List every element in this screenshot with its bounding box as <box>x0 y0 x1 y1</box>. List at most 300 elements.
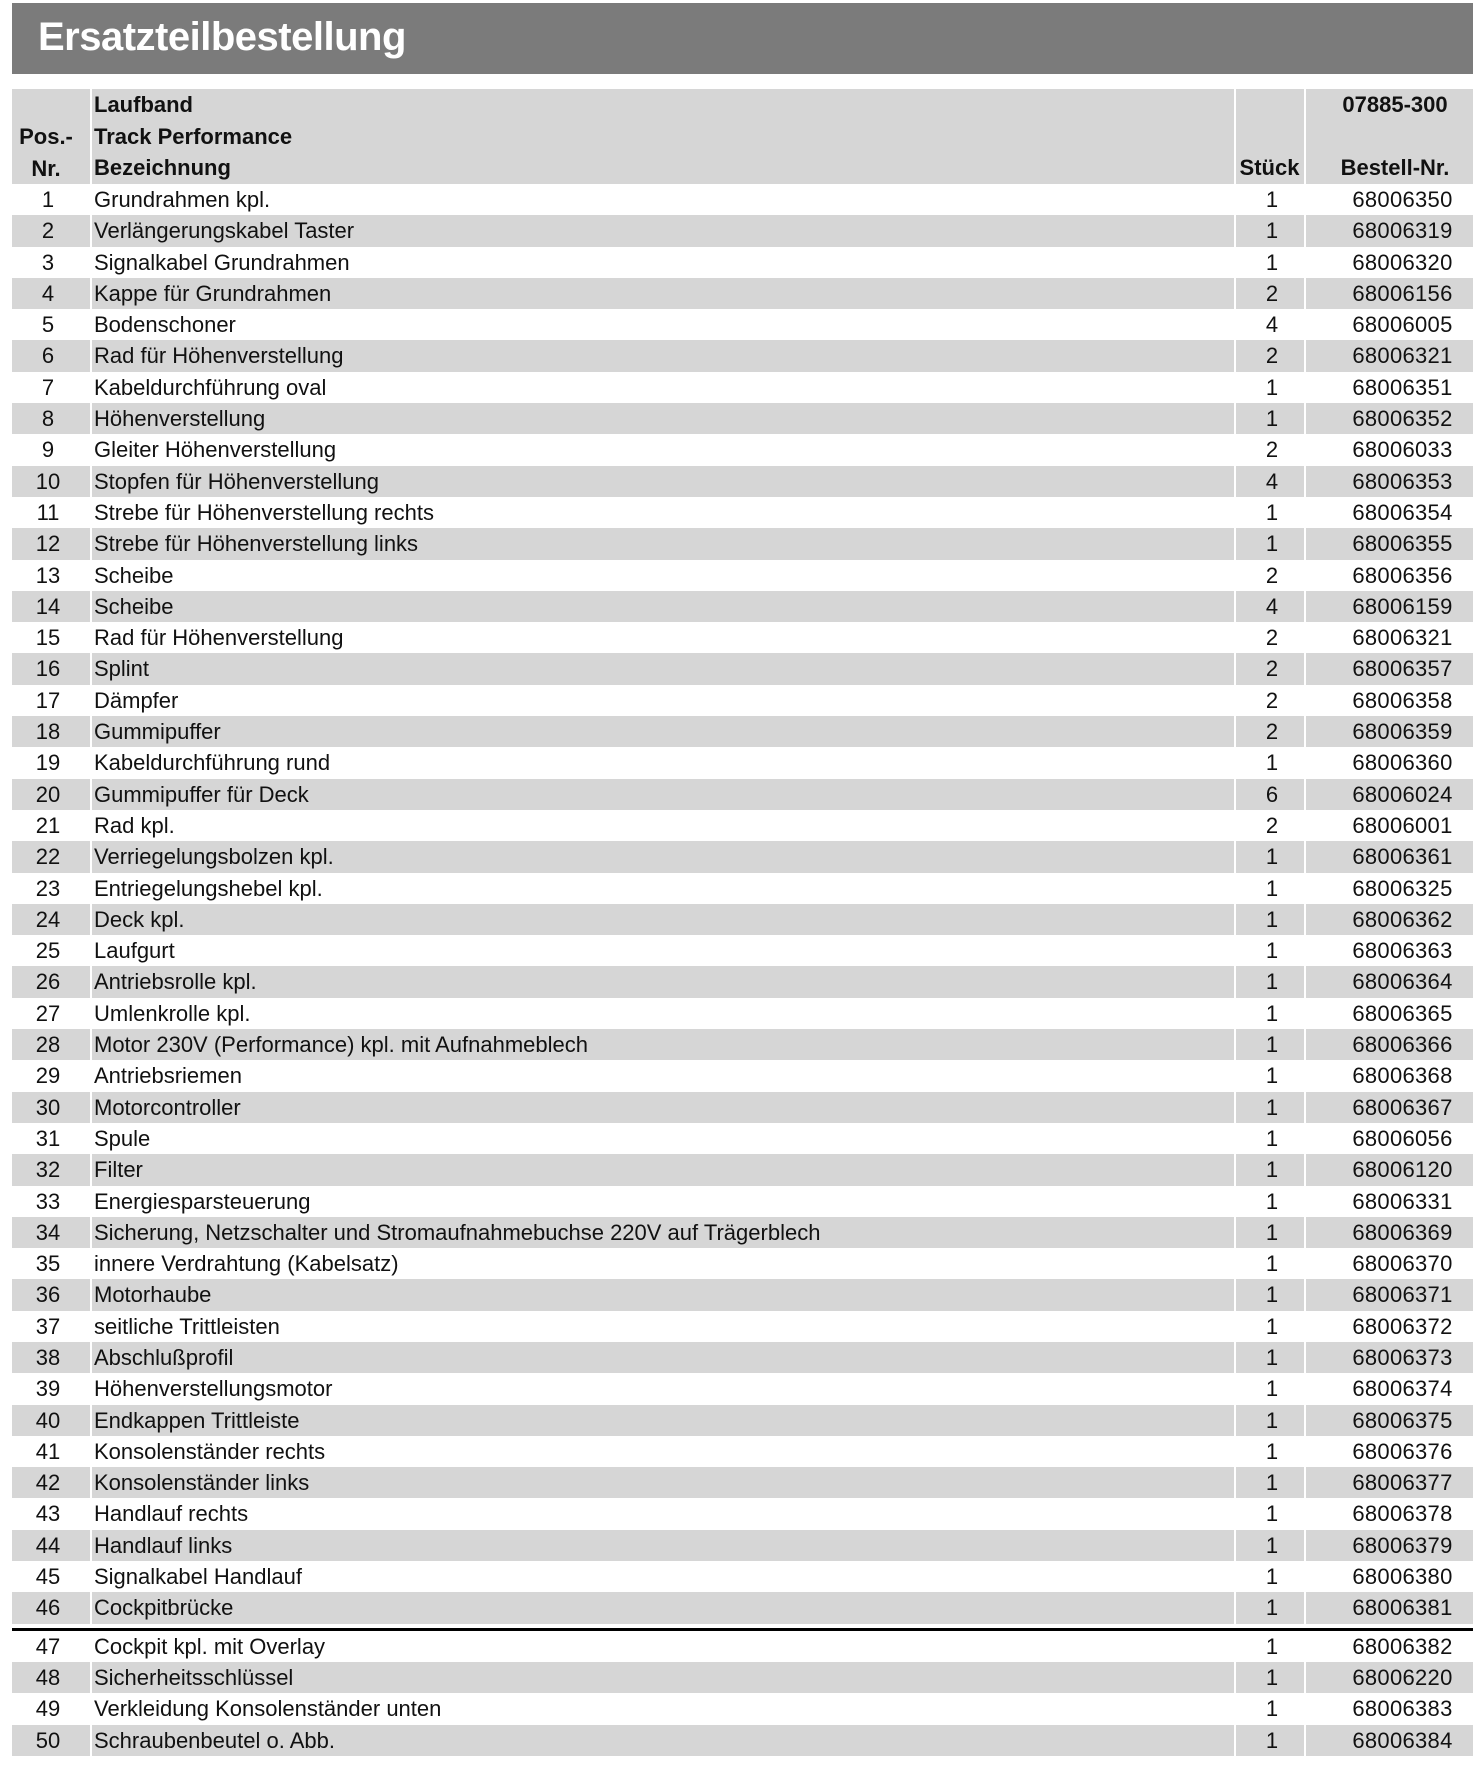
row-pos: 10 <box>35 468 61 494</box>
row-pos: 24 <box>35 906 61 932</box>
column-divider <box>90 434 92 465</box>
column-divider <box>90 309 92 340</box>
table-row <box>12 1029 1473 1060</box>
column-divider <box>90 653 92 684</box>
row-name: Filter <box>94 1157 143 1183</box>
column-divider <box>1234 372 1236 403</box>
row-order-number: 68006383 <box>1352 1696 1453 1722</box>
row-name: Motor 230V (Performance) kpl. mit Aufnahmeblech <box>94 1032 589 1058</box>
table-row <box>12 247 1473 278</box>
header-product-line-2: Track Performance <box>94 123 293 149</box>
row-pos: 17 <box>35 687 61 713</box>
table-row <box>12 1279 1473 1310</box>
row-order-number: 68006321 <box>1352 625 1453 651</box>
column-divider <box>90 591 92 622</box>
column-divider <box>90 1154 92 1185</box>
row-order-number: 68006357 <box>1352 656 1453 682</box>
row-pos: 5 <box>41 312 55 338</box>
row-qty: 1 <box>1265 1063 1279 1089</box>
row-qty: 1 <box>1265 1251 1279 1277</box>
row-pos: 15 <box>35 625 61 651</box>
row-qty: 1 <box>1265 374 1279 400</box>
row-order-number: 68006363 <box>1352 938 1453 964</box>
row-pos: 3 <box>41 249 55 275</box>
column-divider <box>90 89 92 184</box>
column-divider <box>1234 1342 1236 1373</box>
column-divider <box>1234 1123 1236 1154</box>
row-name: Deck kpl. <box>94 906 185 932</box>
column-divider <box>90 1342 92 1373</box>
table-row <box>12 1373 1473 1404</box>
row-pos: 18 <box>35 719 61 745</box>
row-pos: 44 <box>35 1532 61 1558</box>
row-qty: 1 <box>1265 1032 1279 1058</box>
row-name: Umlenkrolle kpl. <box>94 1000 251 1026</box>
column-divider <box>1234 434 1236 465</box>
column-divider <box>90 1311 92 1342</box>
column-divider <box>1234 403 1236 434</box>
row-order-number: 68006356 <box>1352 562 1453 588</box>
row-order-number: 68006350 <box>1352 187 1453 212</box>
column-divider <box>1234 1498 1236 1529</box>
column-divider <box>1234 1060 1236 1091</box>
column-divider <box>90 904 92 935</box>
header-pos-line-2: Nr. <box>31 155 61 181</box>
table-row <box>12 1662 1473 1693</box>
row-order-number: 68006056 <box>1352 1125 1453 1151</box>
column-divider <box>1234 1092 1236 1123</box>
column-divider <box>90 466 92 497</box>
row-pos: 27 <box>35 1000 61 1026</box>
column-divider <box>1234 810 1236 841</box>
row-order-number: 68006373 <box>1352 1344 1453 1370</box>
column-divider <box>1234 1436 1236 1467</box>
row-name: Handlauf links <box>94 1532 233 1558</box>
column-divider <box>1234 1662 1236 1693</box>
column-divider <box>90 873 92 904</box>
row-name: Konsolenständer rechts <box>94 1438 326 1464</box>
row-qty: 1 <box>1265 1157 1279 1183</box>
row-qty: 1 <box>1265 1313 1279 1339</box>
table-row <box>12 904 1473 935</box>
table-row <box>12 935 1473 966</box>
row-name: seitliche Trittleisten <box>94 1313 280 1339</box>
column-divider <box>1234 873 1236 904</box>
table-row <box>12 841 1473 872</box>
row-name: Cockpit kpl. mit Overlay <box>94 1633 326 1659</box>
row-pos: 46 <box>35 1595 61 1621</box>
row-name: Kabeldurchführung oval <box>94 374 327 400</box>
table-row <box>12 340 1473 371</box>
column-divider <box>1234 278 1236 309</box>
column-divider <box>1234 966 1236 997</box>
column-divider <box>90 184 92 215</box>
table-row <box>12 1467 1473 1498</box>
row-qty: 1 <box>1265 499 1279 525</box>
row-pos: 2 <box>41 218 55 244</box>
column-divider <box>90 998 92 1029</box>
table-row <box>12 1123 1473 1154</box>
column-divider <box>1234 1530 1236 1561</box>
row-qty: 1 <box>1265 1633 1279 1659</box>
row-order-number: 68006156 <box>1352 280 1453 306</box>
row-order-number: 68006367 <box>1352 1094 1453 1120</box>
row-pos: 23 <box>35 875 61 901</box>
column-divider <box>1234 560 1236 591</box>
page-title: Ersatzteilbestellung <box>38 15 406 59</box>
table-row <box>12 1311 1473 1342</box>
column-divider <box>90 1693 92 1724</box>
row-pos: 13 <box>35 562 61 588</box>
row-name: Cockpitbrücke <box>94 1595 234 1621</box>
table-row <box>12 810 1473 841</box>
row-pos: 32 <box>35 1157 61 1183</box>
table-row <box>12 1530 1473 1561</box>
row-name: Antriebsriemen <box>94 1063 242 1089</box>
table-row <box>12 528 1473 559</box>
row-name: Höhenverstellung <box>94 406 266 432</box>
column-divider <box>1234 466 1236 497</box>
row-pos: 1 <box>41 187 55 212</box>
table-row <box>12 998 1473 1029</box>
column-divider <box>90 372 92 403</box>
row-qty: 1 <box>1265 1125 1279 1151</box>
row-name: Grundrahmen kpl. <box>94 187 271 212</box>
row-pos: 35 <box>35 1251 61 1277</box>
column-divider <box>90 1060 92 1091</box>
row-pos: 49 <box>35 1696 61 1722</box>
column-divider <box>1234 622 1236 653</box>
row-order-number: 68006033 <box>1352 437 1453 463</box>
column-divider <box>90 215 92 246</box>
row-pos: 7 <box>41 374 55 400</box>
table-row <box>12 1725 1473 1756</box>
column-divider <box>90 747 92 778</box>
row-order-number: 68006120 <box>1352 1157 1453 1183</box>
row-name: Kappe für Grundrahmen <box>94 280 332 306</box>
row-name: Verriegelungsbolzen kpl. <box>94 844 334 870</box>
row-name: Handlauf rechts <box>94 1501 249 1527</box>
row-name: Höhenverstellungsmotor <box>94 1376 333 1402</box>
table-row <box>12 434 1473 465</box>
column-divider <box>1234 1186 1236 1217</box>
column-divider <box>1234 1405 1236 1436</box>
row-qty: 1 <box>1265 1595 1279 1621</box>
column-divider <box>90 935 92 966</box>
table-row <box>12 560 1473 591</box>
column-divider <box>1234 1561 1236 1592</box>
column-divider <box>1234 904 1236 935</box>
table-row <box>12 1060 1473 1091</box>
column-divider <box>1234 528 1236 559</box>
row-qty: 1 <box>1265 1564 1279 1590</box>
table-row <box>12 779 1473 810</box>
row-name: Verkleidung Konsolenständer unten <box>94 1696 442 1722</box>
column-divider <box>90 247 92 278</box>
column-divider <box>1234 747 1236 778</box>
row-order-number: 68006380 <box>1352 1564 1453 1590</box>
column-divider <box>90 1592 92 1623</box>
row-qty: 1 <box>1265 249 1279 275</box>
row-order-number: 68006354 <box>1352 499 1453 525</box>
column-divider <box>1234 653 1236 684</box>
row-order-number: 68006370 <box>1352 1251 1453 1277</box>
column-divider <box>90 278 92 309</box>
row-order-number: 68006220 <box>1352 1664 1453 1690</box>
row-order-number: 68006377 <box>1352 1470 1453 1496</box>
row-name: Endkappen Trittleiste <box>94 1407 300 1433</box>
header-pos-line-1: Pos.- <box>19 124 73 149</box>
row-order-number: 68006358 <box>1352 687 1453 713</box>
column-divider <box>1234 340 1236 371</box>
row-qty: 2 <box>1265 812 1279 838</box>
row-pos: 43 <box>35 1501 61 1527</box>
row-order-number: 68006371 <box>1352 1282 1453 1308</box>
row-pos: 42 <box>35 1470 61 1496</box>
row-name: Energiesparsteuerung <box>94 1188 311 1214</box>
row-pos: 8 <box>41 406 55 432</box>
row-name: Strebe für Höhenverstellung links <box>94 531 419 557</box>
table-row <box>12 653 1473 684</box>
table-row <box>12 497 1473 528</box>
row-qty: 2 <box>1265 562 1279 588</box>
row-name: Rad für Höhenverstellung <box>94 625 344 651</box>
row-name: Motorcontroller <box>94 1094 241 1120</box>
table-body <box>12 184 1473 1756</box>
row-order-number: 68006364 <box>1352 969 1453 995</box>
row-pos: 4 <box>41 280 55 306</box>
header-product-line-1: Laufband <box>94 92 193 117</box>
row-name: Signalkabel Handlauf <box>94 1564 302 1590</box>
row-pos: 29 <box>35 1063 61 1089</box>
column-divider <box>1234 998 1236 1029</box>
row-order-number: 68006355 <box>1352 531 1453 557</box>
row-qty: 1 <box>1265 406 1279 432</box>
row-order-number: 68006382 <box>1352 1633 1453 1659</box>
row-name: Schraubenbeutel o. Abb. <box>94 1727 335 1753</box>
column-divider <box>90 1530 92 1561</box>
row-order-number: 68006362 <box>1352 906 1453 932</box>
row-pos: 40 <box>35 1407 61 1433</box>
table-row <box>12 1592 1473 1623</box>
header-qty: Stück <box>1239 155 1300 180</box>
header-order-number: Bestell-Nr. <box>1340 155 1450 180</box>
column-divider <box>90 685 92 716</box>
row-qty: 1 <box>1265 1664 1279 1690</box>
row-qty: 1 <box>1265 1282 1279 1308</box>
column-divider <box>90 1498 92 1529</box>
column-divider <box>1234 1467 1236 1498</box>
column-divider <box>1234 1373 1236 1404</box>
row-order-number: 68006376 <box>1352 1438 1453 1464</box>
table-row <box>12 184 1473 215</box>
row-order-number: 68006001 <box>1352 812 1453 838</box>
column-divider <box>90 1029 92 1060</box>
row-qty: 1 <box>1265 844 1279 870</box>
row-pos: 36 <box>35 1282 61 1308</box>
row-name: Sicherung, Netzschalter und Stromaufnahmebuchse 220V auf Trägerblech <box>94 1219 821 1245</box>
row-pos: 12 <box>35 531 61 557</box>
row-qty: 1 <box>1265 531 1279 557</box>
table-row <box>12 309 1473 340</box>
row-qty: 2 <box>1265 687 1279 713</box>
row-qty: 6 <box>1265 781 1279 807</box>
column-divider <box>1234 1248 1236 1279</box>
row-pos: 39 <box>35 1376 61 1402</box>
row-order-number: 68006369 <box>1352 1219 1453 1245</box>
header-name-label: Bezeichnung <box>94 155 231 180</box>
row-name: Verlängerungskabel Taster <box>94 218 355 244</box>
table-row <box>12 873 1473 904</box>
row-qty: 1 <box>1265 1470 1279 1496</box>
table-row <box>12 591 1473 622</box>
row-qty: 2 <box>1265 719 1279 745</box>
row-order-number: 68006331 <box>1352 1188 1453 1214</box>
row-pos: 41 <box>35 1438 61 1464</box>
row-qty: 2 <box>1265 656 1279 682</box>
row-order-number: 68006374 <box>1352 1376 1453 1402</box>
row-pos: 48 <box>35 1664 61 1690</box>
row-name: Scheibe <box>94 593 174 619</box>
row-pos: 50 <box>35 1727 61 1753</box>
column-divider <box>90 1631 92 1662</box>
table-row <box>12 685 1473 716</box>
column-divider <box>1234 1029 1236 1060</box>
column-divider <box>1234 89 1236 184</box>
row-pos: 30 <box>35 1094 61 1120</box>
row-name: Strebe für Höhenverstellung rechts <box>94 499 434 525</box>
row-qty: 1 <box>1265 1696 1279 1722</box>
column-divider <box>90 340 92 371</box>
row-qty: 2 <box>1265 625 1279 651</box>
column-divider <box>1234 685 1236 716</box>
row-name: Sicherheitsschlüssel <box>94 1664 294 1690</box>
row-order-number: 68006365 <box>1352 1000 1453 1026</box>
row-qty: 1 <box>1265 875 1279 901</box>
row-qty: 1 <box>1265 906 1279 932</box>
column-divider <box>1234 1311 1236 1342</box>
row-order-number: 68006351 <box>1352 374 1453 400</box>
row-pos: 38 <box>35 1344 61 1370</box>
row-qty: 2 <box>1265 280 1279 306</box>
column-divider <box>90 1405 92 1436</box>
column-divider <box>1234 1725 1236 1756</box>
column-divider <box>1234 247 1236 278</box>
column-divider <box>90 622 92 653</box>
row-order-number: 68006352 <box>1352 406 1453 432</box>
row-name: Rad für Höhenverstellung <box>94 343 344 369</box>
row-name: Scheibe <box>94 562 174 588</box>
row-order-number: 68006320 <box>1352 249 1453 275</box>
column-divider <box>1234 779 1236 810</box>
column-divider <box>1234 497 1236 528</box>
row-qty: 1 <box>1265 1094 1279 1120</box>
row-order-number: 68006378 <box>1352 1501 1453 1527</box>
column-divider <box>1234 1631 1236 1662</box>
table-row <box>12 966 1473 997</box>
header-name <box>94 89 292 184</box>
table-row <box>12 1154 1473 1185</box>
row-name: Splint <box>94 656 150 682</box>
table-row <box>12 1436 1473 1467</box>
header-pos <box>12 121 80 184</box>
column-divider <box>1234 1154 1236 1185</box>
row-pos: 33 <box>35 1188 61 1214</box>
column-divider <box>1234 1592 1236 1623</box>
table-row <box>12 1561 1473 1592</box>
column-divider <box>1234 1279 1236 1310</box>
row-qty: 1 <box>1265 1344 1279 1370</box>
row-order-number: 68006321 <box>1352 343 1453 369</box>
row-qty: 1 <box>1265 750 1279 776</box>
row-name: Gummipuffer für Deck <box>94 781 309 807</box>
column-divider <box>1234 591 1236 622</box>
table-row <box>12 1628 1473 1662</box>
row-name: Laufgurt <box>94 938 175 964</box>
column-divider <box>90 1662 92 1693</box>
table-row <box>12 716 1473 747</box>
table-row <box>12 747 1473 778</box>
row-qty: 2 <box>1265 437 1279 463</box>
column-divider <box>90 1725 92 1756</box>
row-name: Konsolenständer links <box>94 1470 310 1496</box>
column-divider <box>90 1467 92 1498</box>
table-row <box>12 403 1473 434</box>
row-qty: 1 <box>1265 1376 1279 1402</box>
row-order-number: 68006361 <box>1352 844 1453 870</box>
row-order-number: 68006360 <box>1352 750 1453 776</box>
row-qty: 4 <box>1265 593 1279 619</box>
row-pos: 19 <box>35 750 61 776</box>
table-header <box>12 89 1473 184</box>
table-row <box>12 1248 1473 1279</box>
row-pos: 14 <box>35 593 61 619</box>
row-order-number: 68006379 <box>1352 1532 1453 1558</box>
row-qty: 1 <box>1265 969 1279 995</box>
row-order-number: 68006375 <box>1352 1407 1453 1433</box>
row-qty: 1 <box>1265 1407 1279 1433</box>
column-divider <box>90 1279 92 1310</box>
row-qty: 1 <box>1265 1501 1279 1527</box>
row-order-number: 68006359 <box>1352 719 1453 745</box>
column-divider <box>1304 89 1306 184</box>
row-name: Abschlußprofil <box>94 1344 234 1370</box>
row-qty: 2 <box>1265 343 1279 369</box>
row-qty: 4 <box>1265 468 1279 494</box>
row-qty: 1 <box>1265 218 1279 244</box>
row-order-number: 68006159 <box>1352 593 1453 619</box>
row-order-number: 68006368 <box>1352 1063 1453 1089</box>
column-divider <box>1234 1693 1236 1724</box>
row-pos: 47 <box>35 1633 61 1659</box>
column-divider <box>90 966 92 997</box>
row-order-number: 68006366 <box>1352 1032 1453 1058</box>
column-divider <box>90 841 92 872</box>
row-name: Antriebsrolle kpl. <box>94 969 257 995</box>
row-name: Motorhaube <box>94 1282 212 1308</box>
row-name: Kabeldurchführung rund <box>94 750 331 776</box>
column-divider <box>1234 841 1236 872</box>
table-row <box>12 1217 1473 1248</box>
column-divider <box>1234 184 1236 215</box>
column-divider <box>1234 215 1236 246</box>
row-name: Stopfen für Höhenverstellung <box>94 468 379 494</box>
row-order-number: 68006024 <box>1352 781 1453 807</box>
row-name: Dämpfer <box>94 687 179 713</box>
row-pos: 22 <box>35 844 61 870</box>
table-row <box>12 278 1473 309</box>
row-pos: 20 <box>35 781 61 807</box>
